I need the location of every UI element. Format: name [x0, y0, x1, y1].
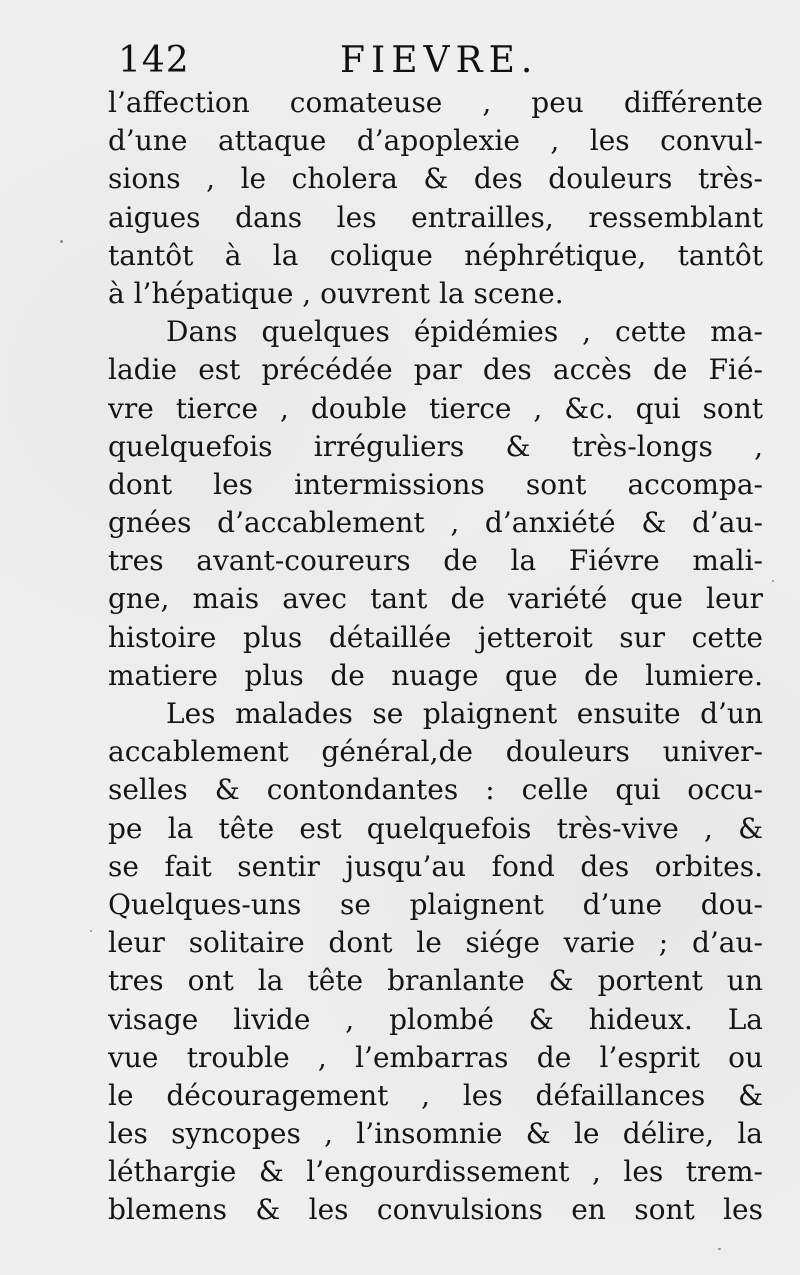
- text-line: tres ont la tête branlante & portent un: [108, 964, 763, 998]
- text-line: blemens & les convulsions en sont les: [108, 1193, 763, 1227]
- page-number: 142: [118, 40, 190, 81]
- text-line: le découragement , les défaillances &: [108, 1078, 763, 1112]
- text-line: accablement général,de douleurs univer-: [108, 735, 763, 769]
- running-head: FIEVRE.: [340, 40, 539, 81]
- text-line: sions , le cholera & des douleurs très-: [108, 162, 763, 196]
- ink-speck: [718, 1248, 721, 1250]
- text-line: gnées d’accablement , d’anxiété & d’au-: [108, 506, 763, 540]
- text-line: visage livide , plombé & hideux. La: [108, 1002, 763, 1036]
- text-line: tantôt à la colique néphrétique, tantôt: [108, 238, 763, 272]
- text-line: Dans quelques épidémies , cette ma-: [166, 315, 763, 349]
- ink-speck: [90, 930, 92, 932]
- text-line: léthargie & l’engourdissement , les trem-: [108, 1155, 763, 1189]
- text-line: Quelques-uns se plaignent d’une dou-: [108, 887, 763, 921]
- text-line: matiere plus de nuage que de lumiere.: [108, 658, 763, 692]
- ink-speck: [772, 580, 774, 582]
- text-line: ladie est précédée par des accès de Fié-: [108, 353, 763, 387]
- text-line: à l’hépatique , ouvrent la scene.: [108, 276, 564, 310]
- text-line: vue trouble , l’embarras de l’esprit ou: [108, 1040, 763, 1074]
- text-line: gne, mais avec tant de variété que leur: [108, 582, 763, 616]
- text-line: histoire plus détaillée jetteroit sur cette: [108, 620, 763, 654]
- page-header: [118, 40, 758, 90]
- text-line: pe la tête est quelquefois très-vive , &: [108, 811, 763, 845]
- text-line: tres avant-coureurs de la Fiévre mali-: [108, 544, 763, 578]
- text-line: quelquefois irréguliers & très-longs ,: [108, 429, 763, 463]
- text-line: Les malades se plaignent ensuite d’un: [166, 697, 763, 730]
- text-line: l’affection comateuse , peu différente: [108, 86, 763, 119]
- text-line: selles & contondantes : celle qui occu-: [108, 773, 763, 807]
- text-line: aigues dans les entrailles, ressemblant: [108, 200, 763, 234]
- body-text: [108, 84, 763, 1230]
- text-line: dont les intermissions sont accompa-: [108, 467, 763, 501]
- text-line: vre tierce , double tierce , &c. qui sont: [108, 391, 763, 425]
- text-line: d’une attaque d’apoplexie , les convul-: [108, 124, 763, 158]
- text-line: se fait sentir jusqu’au fond des orbites.: [108, 849, 763, 883]
- text-line: les syncopes , l’insomnie & le délire, la: [108, 1117, 763, 1151]
- text-line: leur solitaire dont le siége varie ; d’au-: [108, 926, 763, 960]
- ink-speck: [60, 240, 63, 243]
